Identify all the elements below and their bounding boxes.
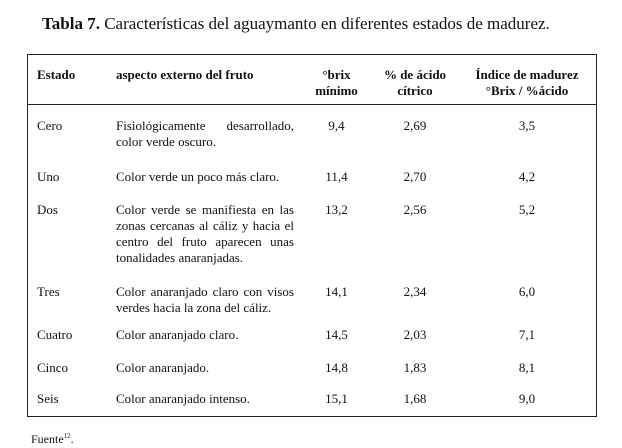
header-divider — [28, 104, 596, 105]
row-cinco-brix: 14,8 — [325, 360, 348, 375]
row-tres-acido: 2,34 — [403, 284, 427, 299]
row-seis-indice: 9,0 — [518, 391, 536, 406]
row-dos-estado: Dos — [37, 202, 58, 217]
row-uno-aspecto: Color verde un poco más claro. — [116, 169, 280, 184]
row-dos-aspecto: Color verde se manifiesta en las zonas cercanas al cáliz y hacia el centro del fruto aparecen unas tonalidades anaranjadas. — [116, 202, 294, 265]
header-aspecto: aspecto externo del fruto — [116, 67, 254, 82]
row-cinco-estado: Cinco — [37, 360, 69, 375]
row-cuatro-estado: Cuatro — [37, 327, 73, 342]
header-brix-line1: °brix — [322, 67, 351, 82]
caption-label: Tabla 7. — [42, 14, 100, 33]
header-acido-line1: % de ácido — [383, 67, 447, 82]
row-uno-estado: Uno — [37, 169, 60, 184]
source-end: . — [70, 432, 74, 446]
header-indice — [460, 67, 594, 99]
row-cuatro-brix: 14,5 — [325, 327, 348, 342]
row-seis-brix: 15,1 — [325, 391, 348, 406]
row-cinco-aspecto: Color anaranjado. — [116, 360, 210, 375]
row-cero-acido: 2,69 — [403, 118, 427, 133]
caption-text: Características del aguaymanto en diferentes estados de madurez. — [104, 14, 550, 33]
row-cuatro-acido: 2,03 — [403, 327, 427, 342]
row-seis-aspecto: Color anaranjado intenso. — [116, 391, 250, 406]
header-brix-line2: mínimo — [315, 83, 358, 98]
row-cero-aspecto: Fisiológicamente desarrollado, color verde oscuro. — [116, 118, 294, 149]
header-acido-line2: cítrico — [397, 83, 433, 98]
row-cero-estado: Cero — [37, 118, 63, 133]
row-tres-aspecto: Color anaranjado claro con visos verdes hacia la zona del cáliz. — [116, 284, 294, 315]
row-tres-estado: Tres — [37, 284, 60, 299]
row-tres-brix: 14,1 — [325, 284, 348, 299]
source-note — [31, 432, 74, 447]
row-uno-indice: 4,2 — [518, 169, 536, 184]
source-reference: 12 — [63, 432, 71, 440]
row-tres-indice: 6,0 — [518, 284, 536, 299]
header-indice-line2: °Brix / %ácido — [485, 83, 569, 98]
row-dos-acido: 2,56 — [403, 202, 427, 217]
row-cero-indice: 3,5 — [518, 118, 536, 133]
header-brix — [304, 67, 369, 99]
header-indice-line1: Índice de madurez — [475, 67, 579, 82]
row-seis-estado: Seis — [37, 391, 59, 406]
row-uno-brix: 11,4 — [325, 169, 348, 184]
row-cero-brix: 9,4 — [328, 118, 345, 133]
row-cinco-acido: 1,83 — [403, 360, 427, 375]
row-seis-acido: 1,68 — [403, 391, 427, 406]
source-label: Fuente — [31, 432, 64, 446]
table-caption — [42, 14, 550, 34]
maturity-table — [27, 54, 597, 417]
row-dos-indice: 5,2 — [518, 202, 536, 217]
row-uno-acido: 2,70 — [403, 169, 427, 184]
header-acido — [374, 67, 456, 99]
header-estado: Estado — [37, 67, 76, 82]
row-cinco-indice: 8,1 — [518, 360, 536, 375]
row-cuatro-aspecto: Color anaranjado claro. — [116, 327, 239, 342]
row-cuatro-indice: 7,1 — [518, 327, 536, 342]
row-dos-brix: 13,2 — [325, 202, 348, 217]
